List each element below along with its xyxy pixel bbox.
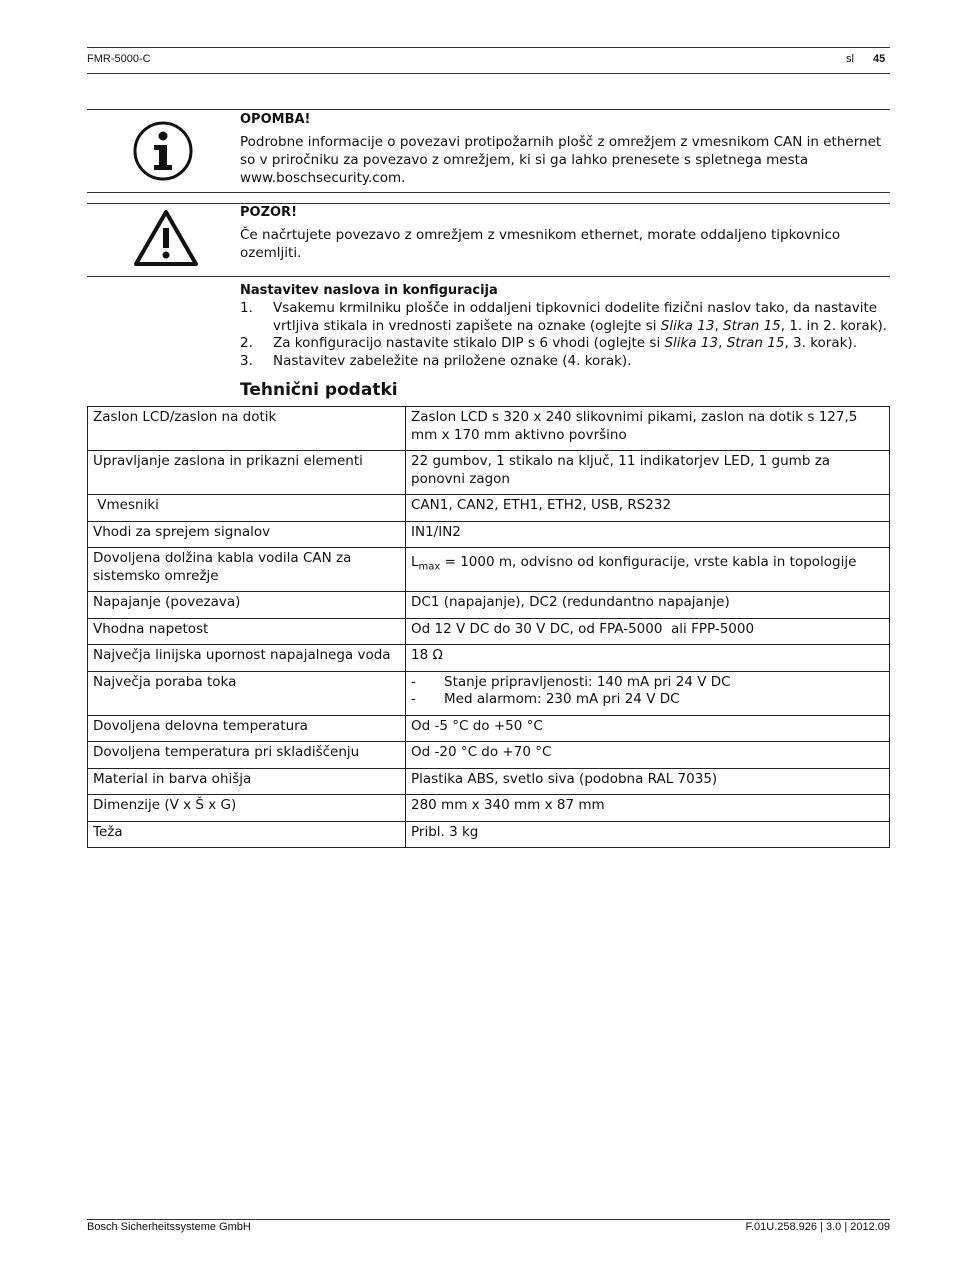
- notice-box: [87, 109, 890, 193]
- notice-title: OPOMBA!: [240, 112, 311, 127]
- spec-label: Vmesniki: [88, 495, 406, 522]
- figure-ref: Slika 13: [664, 335, 719, 351]
- spec-value: CAN1, CAN2, ETH1, ETH2, USB, RS232: [406, 495, 890, 522]
- step-number: 3.: [240, 352, 253, 369]
- table-row: [88, 521, 890, 548]
- table-row: [88, 821, 890, 848]
- table-row: [88, 645, 890, 672]
- table-row: [88, 548, 890, 592]
- config-title: Nastavitev naslova in konfiguracija: [240, 283, 498, 298]
- spec-value: Od -5 °C do +50 °C: [406, 715, 890, 742]
- step-text-part: ,: [718, 335, 727, 351]
- page-number: 45: [873, 53, 886, 65]
- dash-bullet: -: [411, 673, 416, 690]
- spec-value: 280 mm x 340 mm x 87 mm: [406, 795, 890, 822]
- spec-value: Pribl. 3 kg: [406, 821, 890, 848]
- step-text-part: , 3. korak).: [784, 335, 857, 351]
- step-text: Nastavitev zabeležite na priložene oznake (4. korak).: [273, 352, 632, 369]
- table-row: [88, 768, 890, 795]
- list-item-text: Med alarmom: 230 mA pri 24 V DC: [444, 691, 680, 707]
- table-row: [88, 742, 890, 769]
- footer-company: Bosch Sicherheitssysteme GmbH: [87, 1221, 251, 1233]
- spec-label: Največja linijska upornost napajalnega voda: [88, 645, 406, 672]
- spec-value: [406, 548, 890, 592]
- list-item: [411, 691, 884, 709]
- spec-value: DC1 (napajanje), DC2 (redundantno napajanje): [406, 592, 890, 619]
- caution-text: Če načrtujete povezavo z omrežjem z vmesnikom ethernet, morate oddaljeno tipkovnico ozemljiti.: [240, 227, 841, 261]
- list-item: [240, 300, 890, 335]
- table-row: [88, 495, 890, 522]
- footer-docref: F.01U.258.926 | 3.0 | 2012.09: [745, 1221, 890, 1233]
- step-text-part: , 1. in 2. korak).: [780, 317, 888, 334]
- value-subscript: max: [418, 561, 441, 573]
- step-text: [273, 335, 857, 353]
- spec-label: Dimenzije (V x Š x G): [88, 795, 406, 822]
- spec-label: Vhodna napetost: [88, 618, 406, 645]
- table-row: [88, 671, 890, 715]
- table-row: [88, 715, 890, 742]
- list-item-text: Stanje pripravljenosti: 140 mA pri 24 V DC: [444, 673, 731, 690]
- spec-value: 18 Ω: [406, 645, 890, 672]
- spec-label: Dovoljena delovna temperatura: [88, 715, 406, 742]
- step-number: 1.: [240, 300, 253, 316]
- spec-value: Zaslon LCD s 320 x 240 slikovnimi pikami, zaslon na dotik s 127,5 mm x 170 mm aktivno površino: [406, 407, 890, 451]
- spec-value: Plastika ABS, svetlo siva (podobna RAL 7035): [406, 768, 890, 795]
- header-product: FMR-5000-C: [87, 53, 151, 65]
- spec-value: IN1/IN2: [406, 521, 890, 548]
- spec-label: Dovoljena temperatura pri skladiščenju: [88, 742, 406, 769]
- table-row: [88, 618, 890, 645]
- figure-ref: Slika 13: [660, 317, 715, 334]
- list-item: [240, 335, 890, 353]
- value-text: = 1000 m, odvisno od konfiguracije, vrste kabla in topologije: [440, 554, 857, 570]
- table-row: [88, 407, 890, 451]
- table-row: [88, 795, 890, 822]
- caution-title: POZOR!: [240, 205, 297, 220]
- dash-bullet: -: [411, 691, 416, 707]
- spec-label: Napajanje (povezava): [88, 592, 406, 619]
- config-steps: [240, 300, 890, 370]
- step-number: 2.: [240, 335, 253, 351]
- header-lang: sl: [846, 53, 854, 65]
- spec-label: Teža: [88, 821, 406, 848]
- section-heading: Tehnični podatki: [240, 380, 398, 400]
- spec-label: Material in barva ohišja: [88, 768, 406, 795]
- spec-label: Zaslon LCD/zaslon na dotik: [88, 407, 406, 451]
- value-symbol: L: [411, 554, 419, 570]
- spec-label: Vhodi za sprejem signalov: [88, 521, 406, 548]
- step-text-part: Za konfiguracijo nastavite stikalo DIP s 6 vhodi (oglejte si: [273, 335, 665, 351]
- step-text: [273, 300, 890, 335]
- table-row: [88, 592, 890, 619]
- spec-value: 22 gumbov, 1 stikalo na ključ, 11 indikatorjev LED, 1 gumb za ponovni zagon: [406, 451, 890, 495]
- warning-icon: [132, 208, 200, 268]
- list-item: [240, 353, 890, 371]
- tech-spec-table: [87, 406, 890, 848]
- step-text-part: Vsakemu krmilniku plošče in oddaljeni tipkovnici dodelite fizični naslov tako, da nastavite vrtljiva stikala in vrednosti zapišete na oznake (oglejte si: [273, 300, 878, 334]
- step-text-part: ,: [714, 317, 724, 334]
- spec-value: Od -20 °C do +70 °C: [406, 742, 890, 769]
- table-row: [88, 451, 890, 495]
- header-rule-top: [87, 47, 890, 48]
- notice-text: Podrobne informacije o povezavi protipožarnih plošč z omrežjem z vmesnikom CAN in ethernet so v priročniku za povezavo z omrežjem, ki si ga lahko prenesete s spletnega mesta www.boschsecurity.com.: [240, 134, 882, 186]
- header-rule-bottom: [87, 73, 890, 74]
- page-ref: Stran 15: [723, 317, 781, 334]
- spec-label: Dovoljena dolžina kabla vodila CAN za sistemsko omrežje: [88, 548, 406, 592]
- spec-label: Upravljanje zaslona in prikazni elementi: [88, 451, 406, 495]
- spec-label: Največja poraba toka: [88, 671, 406, 715]
- footer-rule: [87, 1219, 890, 1220]
- spec-value: Od 12 V DC do 30 V DC, od FPA-5000 ali FPP-5000: [406, 618, 890, 645]
- info-icon: [132, 120, 194, 182]
- page-ref: Stran 15: [726, 335, 785, 351]
- spec-value: [406, 671, 890, 715]
- list-item: [411, 674, 884, 692]
- caution-box: [87, 203, 890, 277]
